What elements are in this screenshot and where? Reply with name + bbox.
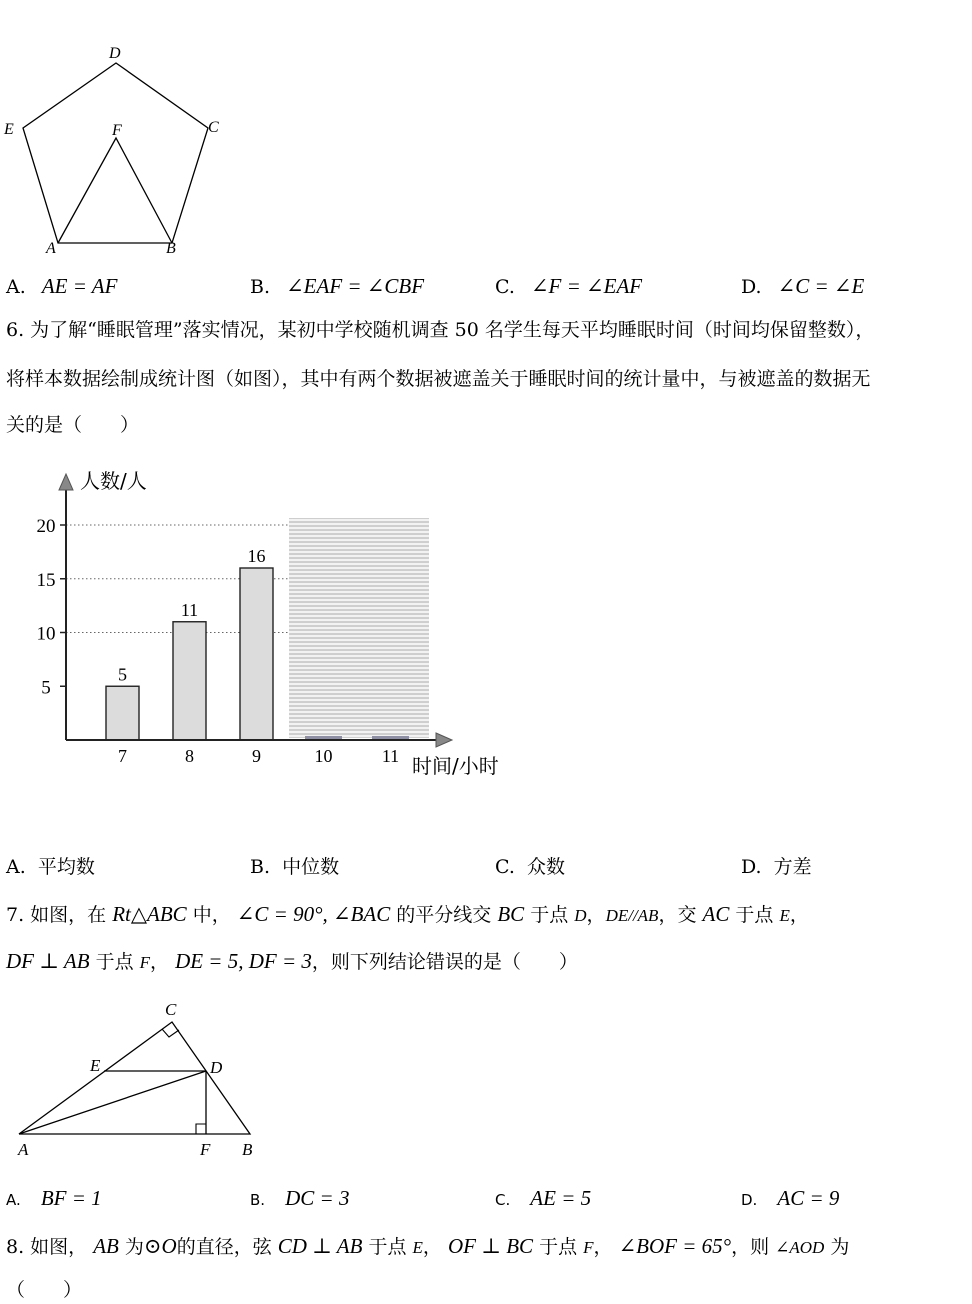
point-label-b: B: [166, 240, 176, 257]
q6-stem-line-3: 关的是（ ）: [6, 414, 140, 436]
stem-text: 于点: [729, 904, 780, 926]
stem-text: 为: [118, 1236, 144, 1258]
x-axis-title: 时间/小时: [412, 754, 499, 778]
option-text: 平均数: [37, 856, 95, 878]
math-expr: ∠AOD: [775, 1238, 825, 1257]
option-text: ∠C = ∠E: [777, 274, 865, 298]
bar-data-label: 5: [118, 664, 127, 685]
option-text: AC = 9: [777, 1186, 840, 1210]
option-letter: A.: [6, 276, 26, 298]
bar-data-label: 16: [247, 546, 266, 566]
point-label-c: C: [165, 1000, 177, 1019]
math-expr: E: [412, 1238, 423, 1257]
y-tick-label: 5: [41, 677, 51, 699]
q7-option-d[interactable]: [741, 1188, 839, 1209]
option-letter: B.: [250, 856, 271, 878]
q6-stem-line-2: 将样本数据绘制成统计图（如图），其中有两个数据被遮盖关于睡眠时间的统计量中，与被遮盖的数据无: [6, 368, 871, 390]
option-letter: B.: [250, 276, 271, 298]
stem-text: 的直径，弦: [176, 1236, 278, 1258]
stem-text: 7. 如图，在: [6, 904, 113, 926]
stem-text: 为: [824, 1236, 850, 1258]
q7-stem-line-2: [6, 951, 578, 972]
stem-text: ，: [586, 904, 606, 926]
x-tick-label: 9: [252, 746, 261, 766]
stem-text: ，: [789, 904, 809, 926]
math-expr: DE//AB: [605, 906, 659, 925]
covered-region: [289, 518, 429, 738]
q6-option-d[interactable]: [741, 858, 812, 877]
option-text: 众数: [526, 856, 565, 878]
bar: [173, 622, 206, 740]
q6-option-b[interactable]: [250, 858, 339, 877]
bar: [106, 686, 139, 740]
option-text: 方差: [773, 856, 812, 878]
q5-option-a[interactable]: [6, 276, 117, 297]
stem-text: 的平分线交: [390, 904, 498, 926]
math-expr: F: [583, 1238, 594, 1257]
pentagon-figure: [0, 40, 240, 260]
x-tick-label: 11: [381, 746, 400, 766]
math-expr: BC: [497, 902, 525, 926]
x-tick-label: 8: [185, 746, 194, 766]
y-axis-arrow: [59, 474, 73, 490]
point-label-d: D: [109, 45, 121, 62]
point-label-d: D: [210, 1058, 223, 1077]
option-letter: C.: [495, 1191, 511, 1209]
covered-bar-stub: [305, 736, 342, 739]
q5-option-d[interactable]: [741, 276, 864, 297]
math-expr: CD ⊥ AB: [277, 1234, 363, 1258]
option-letter: C.: [495, 276, 515, 298]
point-label-a: A: [18, 1140, 29, 1159]
point-label-f: F: [200, 1140, 211, 1159]
math-expr: F: [139, 953, 151, 972]
y-axis-title: 人数/人: [80, 469, 147, 493]
math-expr: ∠BOF = 65°: [618, 1234, 732, 1258]
point-label-f: F: [112, 122, 122, 139]
option-letter: A.: [6, 856, 26, 878]
q7-option-b[interactable]: [250, 1188, 349, 1209]
q6-stem-line-1: 6. 为了解“睡眠管理”落实情况，某初中学校随机调查 50 名学生每天平均睡眠时间（时间均保留整数），: [6, 319, 875, 341]
option-letter: B.: [250, 1191, 266, 1209]
math-expr: DE = 5, DF = 3: [175, 949, 312, 973]
option-letter: D.: [741, 276, 762, 298]
q7-option-c[interactable]: [495, 1188, 591, 1209]
stem-text: ，: [422, 1236, 448, 1258]
covered-bar-stub: [372, 736, 409, 739]
sleep-time-bar-chart: [0, 460, 520, 790]
point-label-e: E: [4, 121, 14, 138]
math-expr: D: [574, 906, 587, 925]
math-expr: DF ⊥ AB: [6, 949, 90, 973]
math-expr: AB: [93, 1234, 119, 1258]
math-expr: E: [779, 906, 790, 925]
stem-text: 中，: [186, 904, 237, 926]
option-letter: A.: [6, 1191, 21, 1209]
math-expr: AC: [702, 902, 730, 926]
option-letter: D.: [741, 1191, 758, 1209]
option-text: DC = 3: [285, 1186, 350, 1210]
bar: [240, 568, 273, 740]
x-tick-label: 10: [314, 746, 333, 766]
option-letter: C.: [495, 856, 515, 878]
q6-option-a[interactable]: [6, 858, 95, 877]
math-expr: ⊙O: [143, 1234, 177, 1258]
option-text: 中位数: [282, 856, 340, 878]
point-label-e: E: [90, 1056, 101, 1075]
option-text: BF = 1: [40, 1186, 102, 1210]
x-axis-arrow: [436, 733, 452, 747]
stem-text: ，则下列结论错误的是（ ）: [311, 951, 578, 973]
q8-stem-line-2: （ ）: [6, 1279, 83, 1301]
option-text: AE = 5: [530, 1186, 592, 1210]
math-expr: ∠C = 90°, ∠BAC: [236, 902, 391, 926]
q7-stem-line-1: [6, 904, 809, 925]
q5-option-c[interactable]: [495, 276, 642, 297]
stem-text: 于点: [362, 1236, 413, 1258]
stem-text: 于点: [89, 951, 140, 973]
stem-text: 于点: [533, 1236, 584, 1258]
stem-text: 8. 如图，: [6, 1236, 94, 1258]
q5-option-b[interactable]: [250, 276, 424, 297]
option-text: ∠F = ∠EAF: [530, 274, 643, 298]
y-tick-label: 15: [36, 569, 56, 591]
y-tick-label: 10: [36, 623, 56, 645]
bar-data-label: 11: [180, 599, 199, 620]
right-triangle-figure: [0, 995, 280, 1165]
x-tick-label: 7: [118, 746, 127, 766]
math-expr: Rt△ABC: [112, 902, 187, 926]
stem-text: ，: [150, 951, 176, 973]
stem-text: 于点: [524, 904, 575, 926]
option-text: AE = AF: [41, 274, 118, 298]
point-label-a: A: [46, 240, 56, 257]
q6-option-c[interactable]: [495, 858, 565, 877]
point-label-b: B: [242, 1140, 253, 1159]
option-text: ∠EAF = ∠CBF: [286, 274, 425, 298]
q7-option-a[interactable]: [6, 1188, 102, 1209]
y-tick-label: 20: [36, 516, 56, 537]
stem-text: ，则: [731, 1236, 776, 1258]
stem-text: ，交: [658, 904, 703, 926]
stem-text: ，: [593, 1236, 619, 1258]
point-label-c: C: [208, 119, 219, 136]
option-letter: D.: [741, 856, 762, 878]
math-expr: OF ⊥ BC: [447, 1234, 534, 1258]
q8-stem-line-1: [6, 1236, 849, 1257]
